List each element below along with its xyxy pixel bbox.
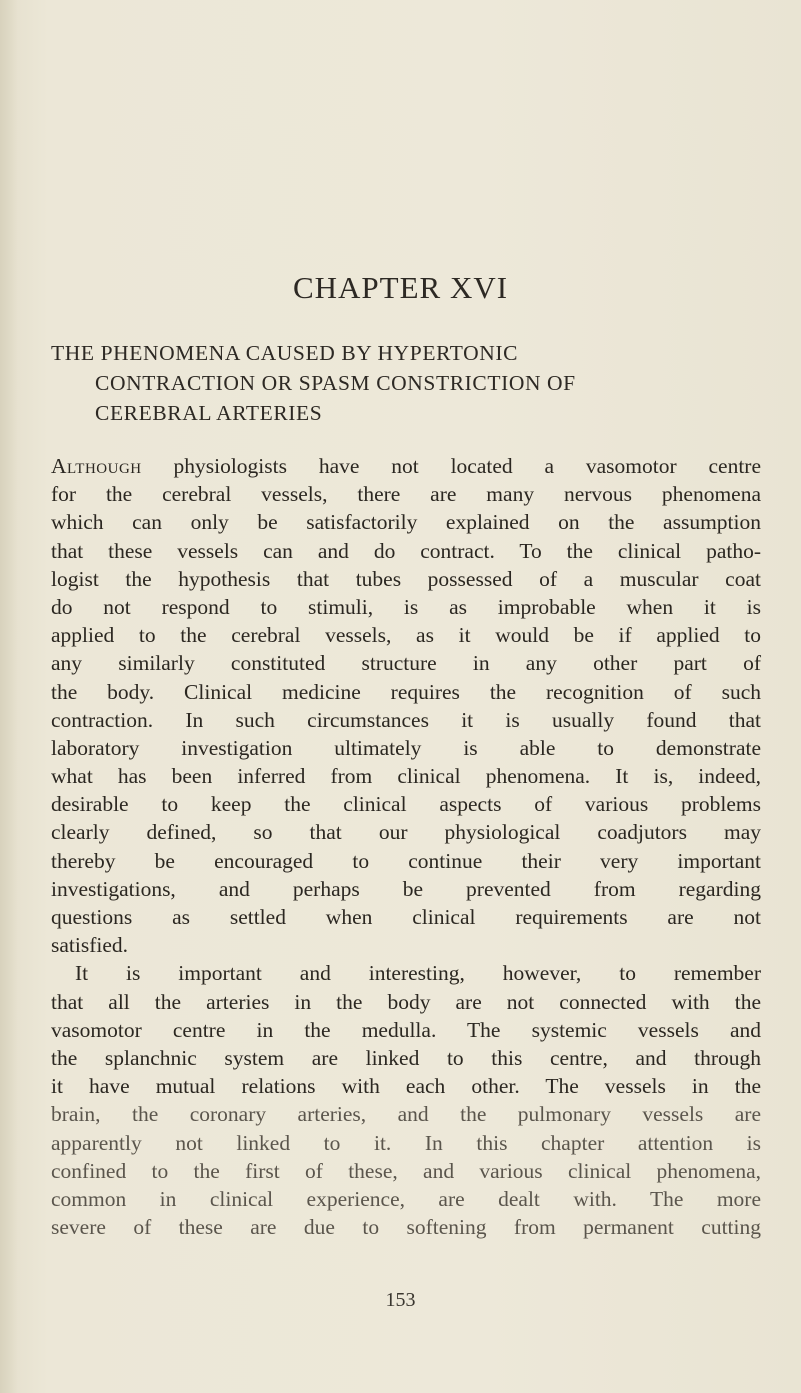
- drop-word: Although: [51, 454, 142, 478]
- body-text: [51, 452, 761, 1241]
- text-line: thereby be encouraged to continue their very important: [51, 848, 761, 873]
- text-line: logist the hypothesis that tubes possessed of a muscular coat: [51, 566, 761, 591]
- text-line: which can only be satisfactorily explained on the assumption: [51, 510, 761, 535]
- chapter-heading: CHAPTER XVI: [292, 270, 509, 305]
- text-line: severe of these are due to softening from permanent cutting: [51, 1215, 761, 1240]
- text-line: for the cerebral vessels, there are many nervous phenomena: [51, 482, 761, 507]
- text-line-paragraph-start: It is important and interesting, however, to remember: [75, 961, 761, 986]
- text-line: investigations, and perhaps be prevented from regarding: [51, 876, 761, 901]
- text-line: confined to the first of these, and various clinical phenomena,: [51, 1158, 761, 1183]
- text-line: the splanchnic system are linked to this centre, and through: [51, 1045, 761, 1070]
- text-line: clearly defined, so that our physiological coadjutors may: [51, 820, 761, 845]
- text-line: laboratory investigation ultimately is able to demonstrate: [51, 735, 761, 760]
- text-line-paragraph-end: satisfied.: [51, 933, 129, 958]
- text-line: that all the arteries in the body are not connected with the: [51, 989, 761, 1014]
- text-line: contraction. In such circumstances it is usually found that: [51, 707, 761, 732]
- chapter-title-line-3: CEREBRAL ARTERIES: [95, 401, 323, 425]
- text-line: what has been inferred from clinical phenomena. It is, indeed,: [51, 764, 761, 789]
- text-line: applied to the cerebral vessels, as it would be if applied to: [51, 623, 761, 648]
- text-line: do not respond to stimuli, is as improbable when it is: [51, 594, 761, 619]
- text-line: vasomotor centre in the medulla. The systemic vessels and: [51, 1017, 761, 1042]
- text-line-1-rest: physiologists have not located a vasomotor centre: [141, 454, 761, 478]
- chapter-title: [51, 338, 761, 428]
- text-line: any similarly constituted structure in any other part of: [51, 651, 761, 676]
- text-line-1: [51, 452, 761, 480]
- text-line: apparently not linked to it. In this chapter attention is: [51, 1130, 761, 1155]
- text-line: brain, the coronary arteries, and the pulmonary vessels are: [51, 1102, 761, 1127]
- chapter-title-line-1: THE PHENOMENA CAUSED BY HYPERTONIC: [51, 341, 519, 365]
- page-number: 153: [385, 1289, 416, 1311]
- text-line: it have mutual relations with each other. The vessels in the: [51, 1074, 761, 1099]
- page-gutter-shadow: [0, 0, 18, 1393]
- text-line: common in clinical experience, are dealt with. The more: [51, 1186, 761, 1211]
- chapter-title-line-2: CONTRACTION OR SPASM CONSTRICTION OF: [95, 371, 576, 395]
- text-line: desirable to keep the clinical aspects of various problems: [51, 792, 761, 817]
- text-line: the body. Clinical medicine requires the recognition of such: [51, 679, 761, 704]
- text-line: questions as settled when clinical requirements are not: [51, 905, 761, 929]
- text-line: that these vessels can and do contract. To the clinical patho-: [51, 538, 761, 563]
